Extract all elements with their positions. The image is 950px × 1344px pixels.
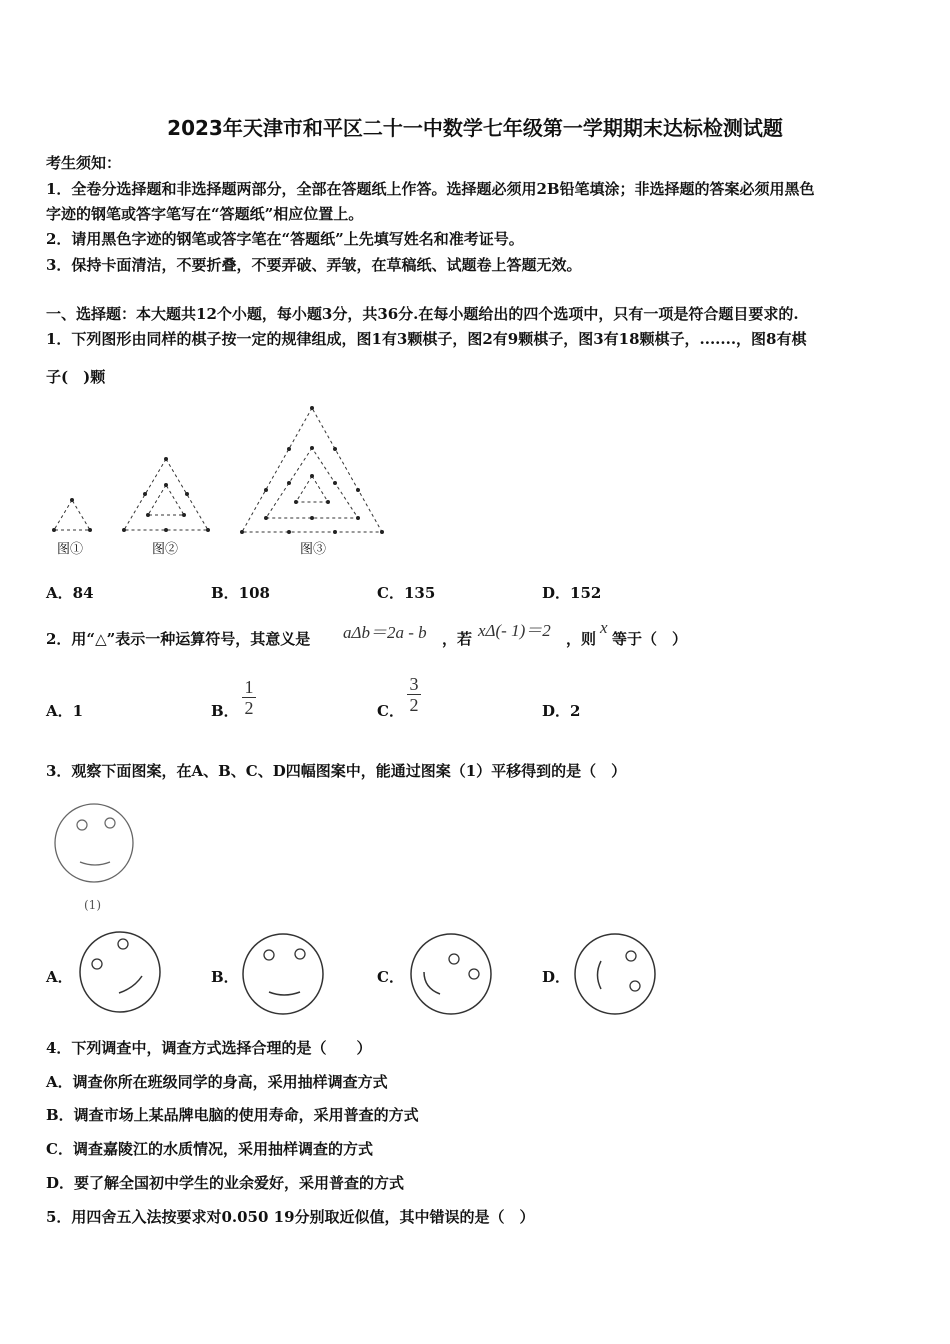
notice-heading: 考生须知： <box>46 154 122 172</box>
fraction-denominator: 2 <box>409 695 419 715</box>
smiley-face-option-d <box>574 930 664 1018</box>
smiley-face-original <box>50 800 140 890</box>
option-b: B．108 <box>211 584 270 602</box>
figure-label-1: 图① <box>57 542 84 557</box>
question-2-text: ，则 <box>566 630 597 648</box>
notice-item: 1．全卷分选择题和非选择题两部分，全部在答题纸上作答。选择题必须用2B铅笔填涂；非选择题的答案必须用黑色 <box>46 180 815 198</box>
question-2-text: 2．用“△”表示一种运算符号，其意义是 <box>46 630 311 648</box>
option-c: C．调查嘉陵江的水质情况，采用抽样调查的方式 <box>46 1140 373 1158</box>
notice-item: 字迹的钢笔或答字笔写在“答题纸”相应位置上。 <box>46 205 364 223</box>
question-1-text-cont: 子( )颗 <box>46 368 106 386</box>
question-4-text: 4．下列调查中，调查方式选择合理的是（ ） <box>46 1039 372 1057</box>
option-b: B． <box>211 702 239 720</box>
page-title: 2023年天津市和平区二十一中数学七年级第一学期期末达标检测试题 <box>167 116 783 140</box>
question-1-text: 1．下列图形由同样的棋子按一定的规律组成，图1有3颗棋子，图2有9颗棋子，图3有18颗棋子，.......，图8有棋 <box>46 330 807 348</box>
figure-label: (1) <box>84 898 101 912</box>
option-d: D．2 <box>542 702 581 720</box>
fraction-one-half <box>242 677 256 718</box>
smiley-face-option-c <box>408 930 498 1018</box>
option-b: B． <box>211 968 239 986</box>
smiley-face-option-b <box>240 930 330 1018</box>
fraction-three-halves <box>407 674 421 715</box>
question-3-text: 3．观察下面图案，在A、B、C、D四幅图案中，能通过图案（1）平移得到的是（ ） <box>46 762 627 780</box>
figure-label-3: 图③ <box>300 542 327 557</box>
option-c: C． <box>377 968 404 986</box>
figure-label-2: 图② <box>152 542 179 557</box>
question-2-text: 等于（ ） <box>612 630 688 648</box>
option-a: A．84 <box>46 584 94 602</box>
notice-item: 3．保持卡面清洁，不要折叠，不要弄破、弄皱，在草稿纸、试题卷上答题无效。 <box>46 256 582 274</box>
chess-pattern-figure <box>48 400 398 560</box>
option-a: A．1 <box>46 702 84 720</box>
option-d: D．152 <box>542 584 602 602</box>
option-d: D．要了解全国初中学生的业余爱好，采用普查的方式 <box>46 1174 405 1192</box>
option-a: A． <box>46 968 73 986</box>
option-b: B．调查市场上某品牌电脑的使用寿命，采用普查的方式 <box>46 1106 419 1124</box>
fraction-numerator: 1 <box>244 677 254 697</box>
fraction-numerator: 3 <box>409 674 419 694</box>
notice-item: 2．请用黑色字迹的钢笔或答字笔在“答题纸”上先填写姓名和准考证号。 <box>46 230 524 248</box>
question-5-text: 5．用四舍五入法按要求对0.050 19分别取近似值，其中错误的是（ ） <box>46 1208 535 1226</box>
section-heading: 一、选择题：本大题共12个小题，每小题3分，共36分.在每小题给出的四个选项中，只有一项是符合题目要求的. <box>46 305 799 323</box>
variable: x <box>600 618 608 637</box>
smiley-face-option-a <box>76 928 166 1016</box>
question-2-text: ，若 <box>442 630 473 648</box>
operation-definition: aΔb＝2a - b <box>343 623 427 642</box>
option-d: D． <box>542 968 571 986</box>
option-a: A．调查你所在班级同学的身高，采用抽样调查方式 <box>46 1073 388 1091</box>
option-c: C．135 <box>377 584 436 602</box>
option-c: C． <box>377 702 404 720</box>
equation: xΔ(- 1)＝2 <box>478 621 551 640</box>
fraction-denominator: 2 <box>244 698 254 718</box>
